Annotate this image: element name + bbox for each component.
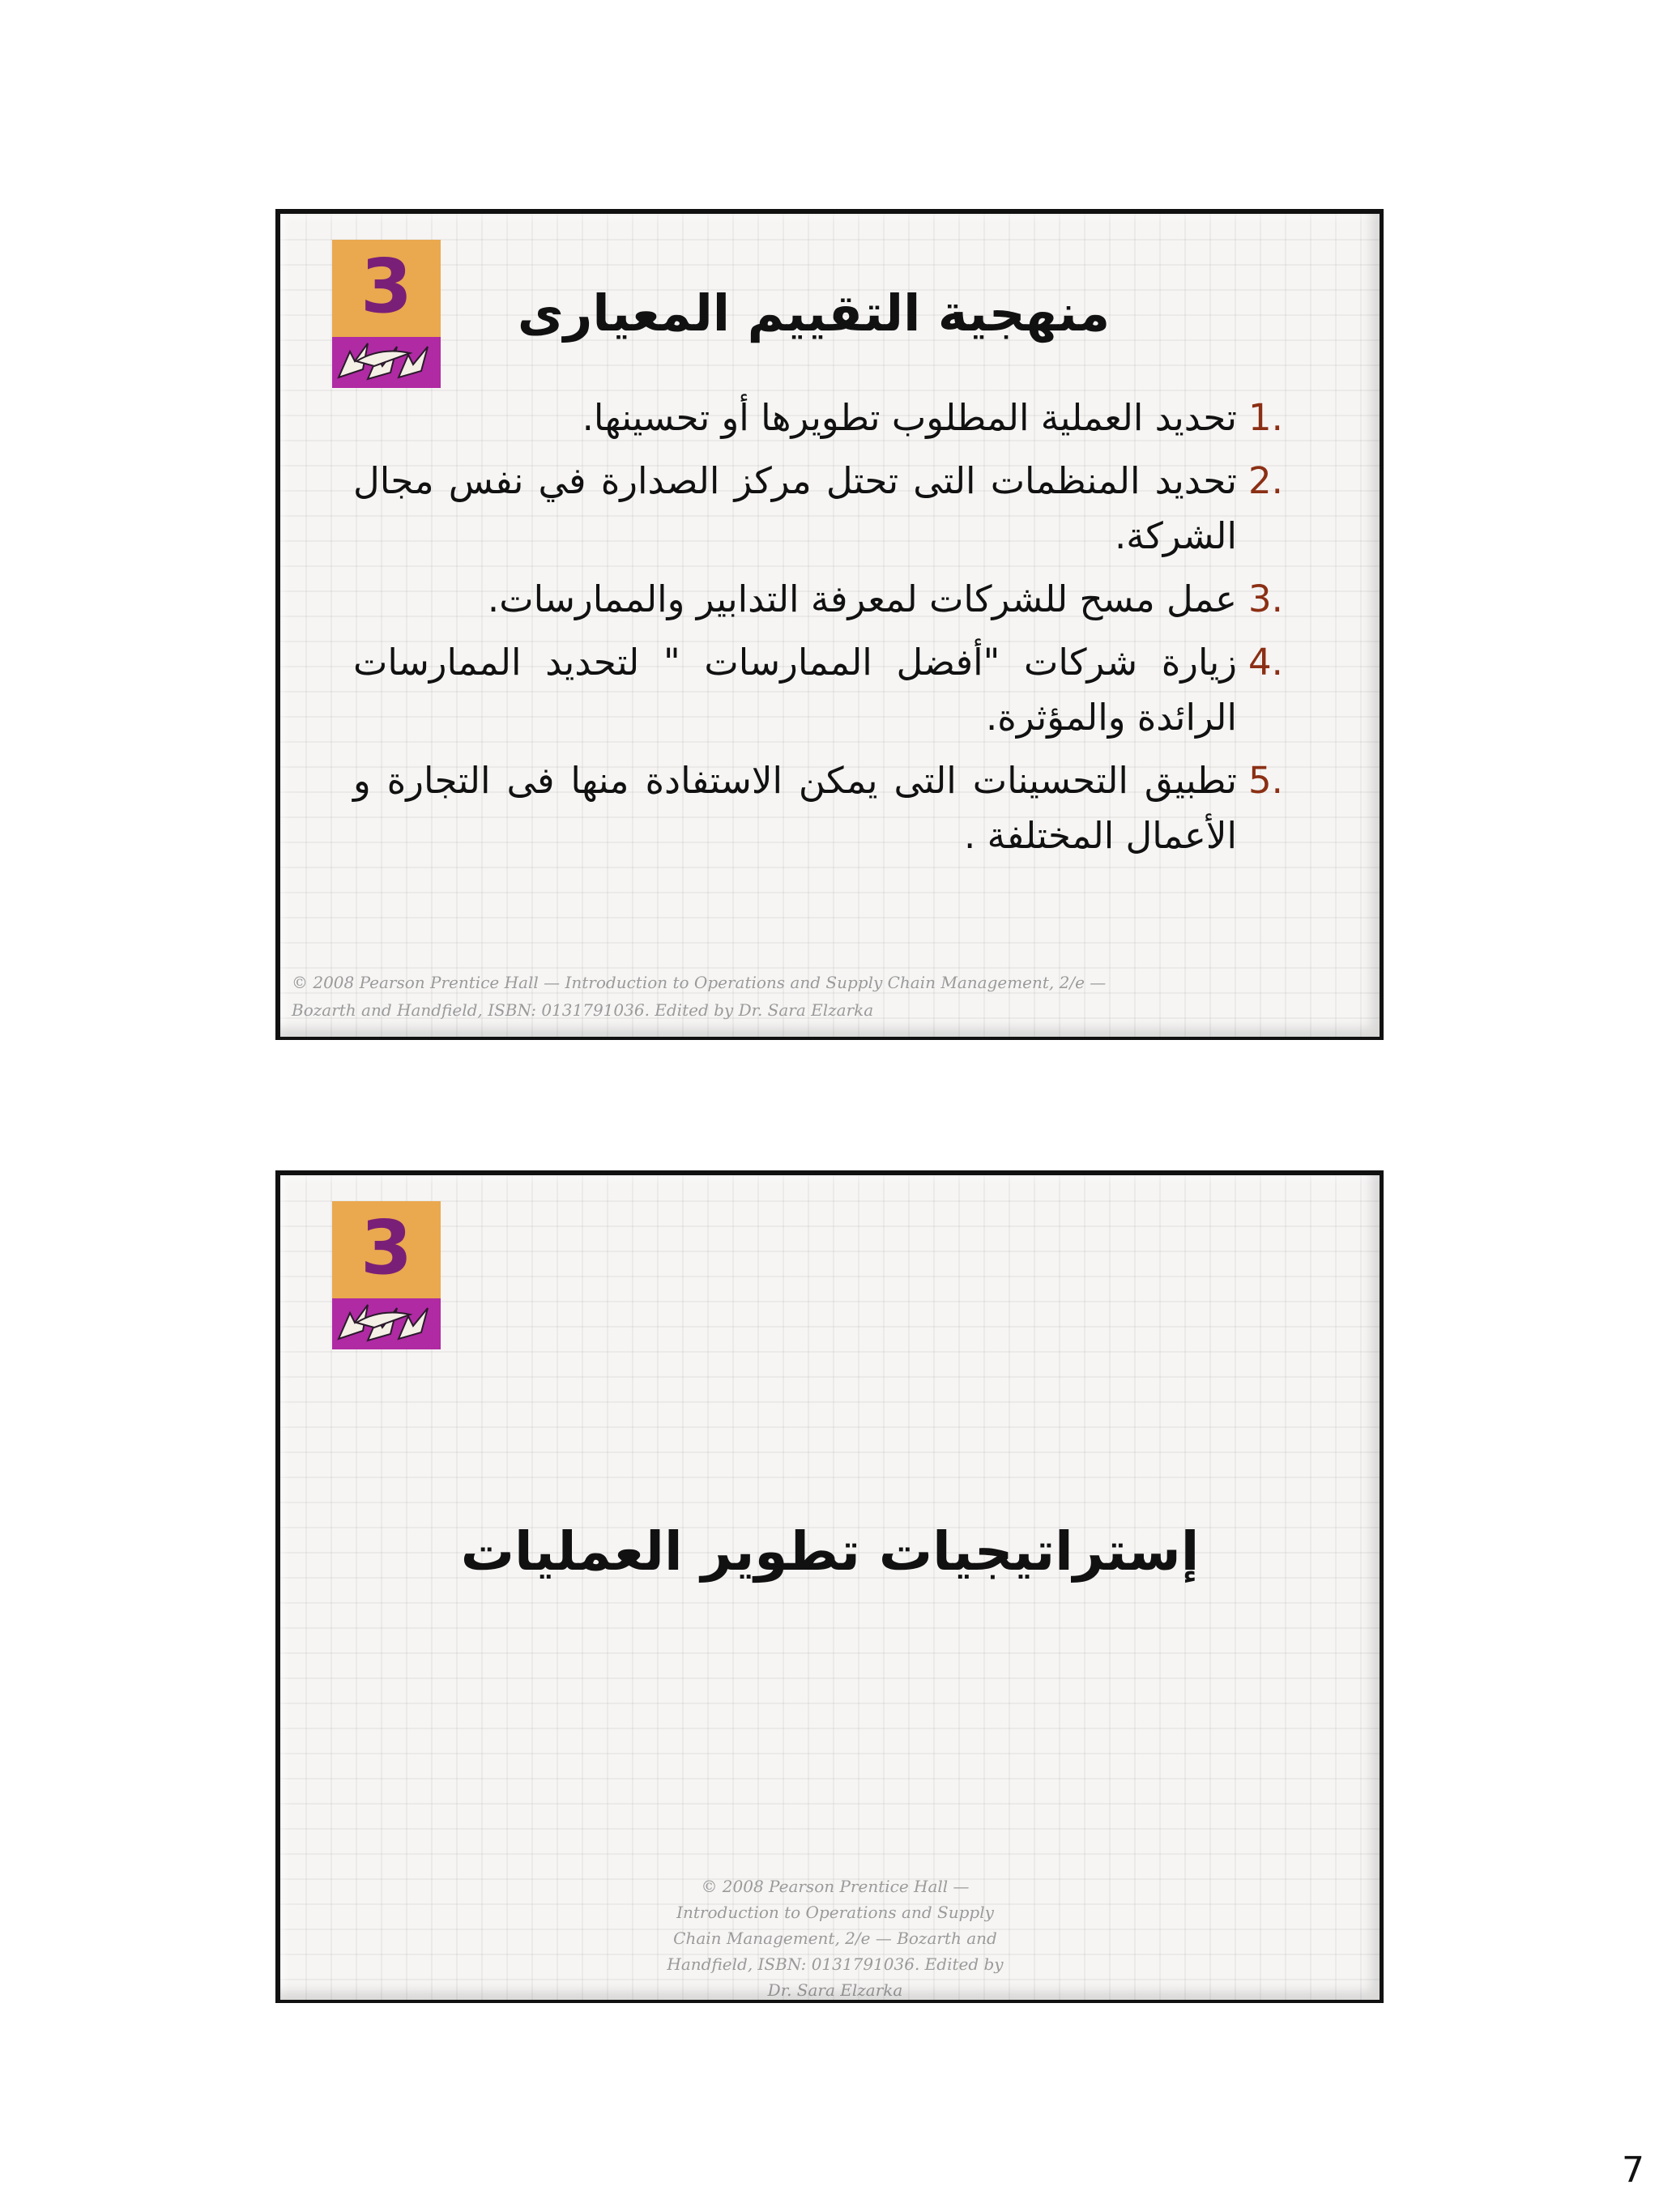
slide-2 bbox=[275, 1170, 1384, 2003]
geese-flying-icon bbox=[332, 1201, 441, 1349]
item-number: 3. bbox=[1248, 578, 1283, 620]
copyright-footer: © 2008 Pearson Prentice Hall — Introduction to Operations and Supply Chain Management, 2/e — Bozarth and Handfield, ISBN: 0131791036. Edited by Dr. Sara Elzarka bbox=[667, 1877, 1004, 2000]
chapter-logo bbox=[332, 240, 441, 388]
item-text: عمل مسح للشركات لمعرفة التدابير والممارسات. bbox=[487, 578, 1237, 620]
slide-title: إستراتيجيات تطوير العمليات bbox=[460, 1520, 1200, 1583]
list-item bbox=[353, 454, 1305, 564]
slide-title: منهجية التقييم المعيارى bbox=[517, 283, 1111, 343]
list-item bbox=[353, 390, 1305, 445]
copyright-footer: © 2008 Pearson Prentice Hall — Introduction to Operations and Supply Chain Management, 2/e — Bozarth and Handfield, ISBN: 0131791036. Edited by Dr. Sara Elzarka bbox=[292, 973, 1107, 1020]
item-text: تحديد المنظمات التى تحتل مركز الصدارة في نفس مجال الشركة. bbox=[353, 459, 1237, 557]
item-number: 4. bbox=[1248, 641, 1283, 684]
item-number: 2. bbox=[1248, 459, 1283, 502]
list-item bbox=[353, 753, 1305, 863]
steps-list bbox=[353, 390, 1305, 872]
item-text: تحديد العملية المطلوب تطويرها أو تحسينها. bbox=[582, 396, 1237, 439]
chapter-number: 3 bbox=[360, 1204, 412, 1291]
geese-flying-icon bbox=[332, 240, 441, 388]
chapter-logo bbox=[332, 1201, 441, 1349]
list-item bbox=[353, 572, 1305, 627]
slide-1 bbox=[275, 209, 1384, 1040]
item-text: تطبيق التحسينات التى يمكن الاستفادة منها فى التجارة و الأعمال المختلفة . bbox=[353, 759, 1237, 857]
list-item bbox=[353, 635, 1305, 745]
item-number: 1. bbox=[1248, 396, 1283, 439]
item-text: زيارة شركات "أفضل الممارسات " لتحديد الممارسات الرائدة والمؤثرة. bbox=[353, 641, 1237, 739]
chapter-number: 3 bbox=[360, 243, 412, 330]
page-number: 7 bbox=[1622, 2150, 1644, 2191]
item-number: 5. bbox=[1248, 759, 1283, 802]
